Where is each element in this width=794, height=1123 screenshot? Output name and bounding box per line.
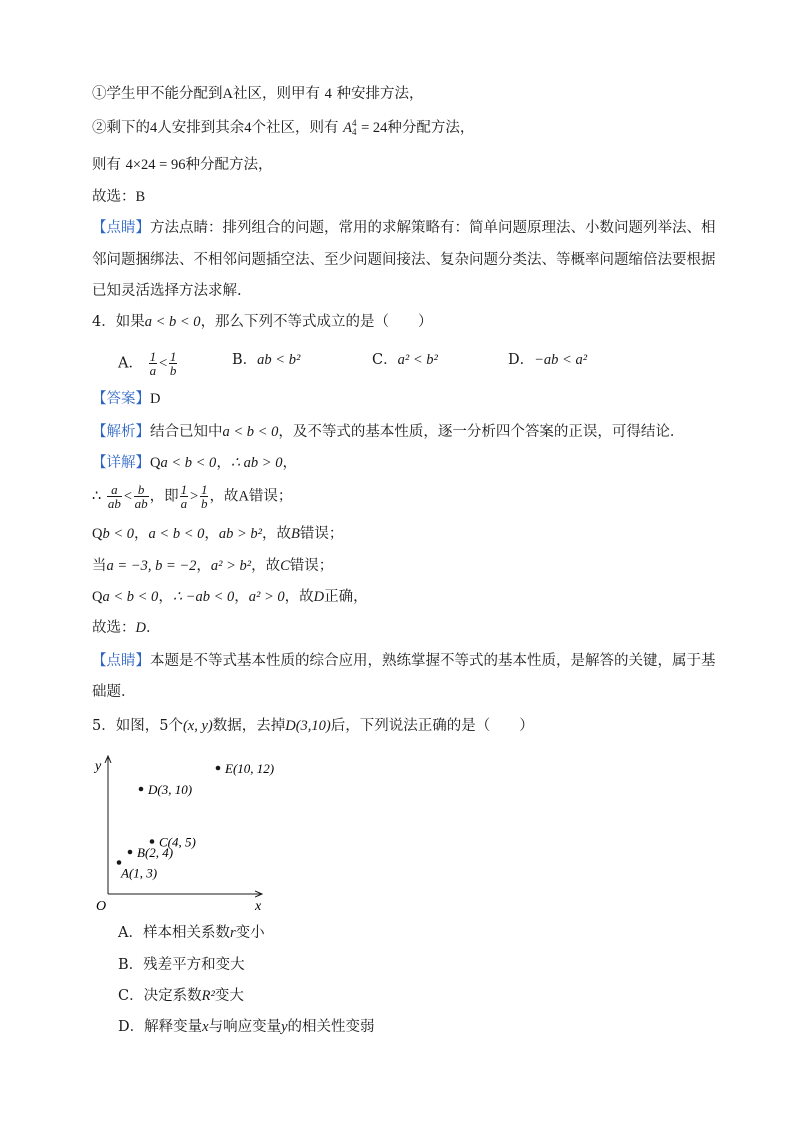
text: ，即 — [149, 488, 179, 505]
math-expr: a = −3, b = −2 — [106, 558, 197, 574]
answer-line — [92, 389, 160, 409]
question-5 — [92, 716, 534, 736]
option-d — [508, 350, 587, 370]
point-label: C(4, 5) — [159, 834, 196, 850]
text: 邻问题捆绑法、不相邻问题插空法、至少问题间接法、复杂问题分类法、等概率问题缩倍法要根据 — [92, 252, 716, 268]
question-number: 5．如图，5个 — [92, 718, 183, 734]
analysis-line — [92, 422, 684, 442]
text: ， — [196, 558, 211, 574]
detail-line-1 — [92, 453, 297, 473]
q5-option-a — [118, 923, 265, 943]
operator: < — [122, 488, 133, 505]
option-label: B． — [232, 352, 258, 368]
fraction — [180, 483, 189, 510]
fraction — [134, 483, 149, 510]
numerator: b — [134, 483, 149, 497]
data-point — [117, 860, 122, 865]
question-4 — [92, 312, 433, 332]
text: ． — [145, 620, 161, 636]
math-expr: b < 0 — [102, 526, 135, 542]
answer: D — [150, 391, 161, 407]
data-point — [139, 787, 144, 792]
text: 错误； — [289, 558, 334, 574]
text: 的相关性变弱 — [287, 1019, 375, 1035]
text: 础题． — [92, 684, 136, 700]
math-expr: a < b < 0 — [148, 526, 205, 542]
text: 解释变量 — [144, 1019, 203, 1035]
data-point — [128, 850, 133, 855]
tip-line-2 — [92, 250, 716, 270]
text: ，及不等式的基本性质，逐一分析四个答案的正误，可得结论． — [278, 424, 685, 440]
operator: > — [189, 488, 199, 505]
data-point — [150, 839, 155, 844]
question-number: 4．如果 — [92, 314, 145, 330]
step-3 — [92, 155, 272, 175]
numerator: 1 — [200, 482, 208, 497]
answer-tag: 【答案】 — [92, 391, 150, 407]
text: 本题是不等式基本性质的综合应用，熟练掌握不等式的基本性质，是解答的关键，属于基 — [150, 653, 716, 669]
math-expr: a < b < 0 — [160, 455, 217, 471]
text: 样本相关系数 — [142, 925, 230, 941]
q5-option-b — [118, 955, 245, 975]
math-expr: ∴ ab > 0 — [230, 455, 283, 471]
text: 决定系数 — [143, 988, 202, 1004]
text: ， — [282, 455, 297, 471]
math-expr: a < b < 0 — [222, 424, 279, 440]
text: ，那么下列不等式成立的是（ ） — [200, 314, 433, 330]
text: 变小 — [235, 925, 265, 941]
variable: x — [202, 1019, 209, 1035]
denominator: b — [200, 496, 208, 511]
variable: r — [229, 925, 236, 941]
option-a — [118, 350, 178, 377]
denominator: ab — [134, 496, 148, 511]
text: ， — [158, 589, 173, 605]
fraction — [107, 483, 122, 510]
text: 种分配方法， — [387, 120, 475, 136]
number: 4 — [244, 120, 252, 136]
option-ref: B — [291, 526, 300, 542]
math-expr: D(3,10) — [285, 718, 331, 734]
text: 当 — [92, 558, 107, 574]
text: ， — [216, 455, 231, 471]
math-expr: a² > b² — [210, 558, 252, 574]
fraction — [200, 483, 209, 510]
text: ①学生甲不能分配到 — [92, 86, 223, 102]
text: 个社区，则有 — [251, 120, 339, 136]
choice-line — [92, 187, 145, 207]
text: ②剩下的 — [92, 120, 150, 136]
analysis-tag: 【解析】 — [92, 424, 150, 440]
option-label: C． — [118, 988, 144, 1004]
math-expr: = 24 — [361, 120, 388, 136]
text: ，故 — [209, 488, 239, 505]
tip-tag: 【点睛】 — [92, 653, 150, 669]
math-expr: a² < b² — [397, 352, 438, 368]
text: 故选： — [92, 189, 136, 205]
option-label: C． — [372, 352, 398, 368]
text: 结合已知中 — [150, 424, 223, 440]
answer: D — [135, 620, 146, 636]
text: 种安排方法， — [336, 86, 424, 102]
text: ， — [134, 526, 149, 542]
detail-line-3 — [92, 524, 343, 544]
text: 错误； — [299, 526, 344, 542]
math-expr: a < b < 0 — [102, 589, 159, 605]
number: 4 — [324, 86, 332, 102]
option-label: B． — [118, 957, 144, 973]
text: 残差平方和变大 — [143, 957, 245, 973]
text: 人安排到其余 — [157, 120, 245, 136]
text: 已知灵活选择方法求解. — [92, 283, 242, 299]
math-expr: ab < b² — [257, 352, 301, 368]
therefore-symbol: ∴ — [92, 488, 102, 505]
permutation-indices — [352, 119, 357, 137]
symbol: Q — [92, 589, 103, 605]
option-label: D． — [118, 1019, 145, 1035]
detail-line-4 — [92, 556, 333, 576]
denominator: ab — [107, 496, 121, 511]
data-point — [216, 766, 221, 771]
detail-line-2 — [92, 483, 292, 510]
text: 种分配方法， — [185, 157, 273, 173]
symbol: Q — [92, 526, 103, 542]
text: 社区，则甲有 — [232, 86, 320, 102]
math-expr: a < b < 0 — [144, 314, 201, 330]
option-ref: C — [280, 558, 290, 574]
denominator: b — [169, 363, 177, 378]
summary-line-1 — [92, 651, 716, 671]
origin-label: O — [96, 899, 107, 914]
option-c — [372, 350, 438, 370]
scatter-plot — [80, 748, 280, 918]
text: 变大 — [214, 988, 244, 1004]
option-b — [232, 350, 300, 370]
fraction — [149, 350, 158, 377]
number: 4 — [150, 120, 158, 136]
detail-line-6 — [92, 618, 160, 638]
variable: R² — [201, 988, 215, 1004]
math-expr: 4×24 = 96 — [125, 157, 186, 173]
symbol: Q — [150, 455, 161, 471]
detail-tag: 【详解】 — [92, 455, 150, 471]
variable: y — [281, 1019, 288, 1035]
text: 与响应变量 — [208, 1019, 282, 1035]
option-label: A． — [118, 925, 143, 941]
numerator: a — [107, 483, 122, 497]
text: 后，下列说法正确的是（ ） — [330, 718, 534, 734]
text: ， — [234, 589, 249, 605]
point-label: D(3, 10) — [148, 782, 193, 797]
option-label: A． — [118, 355, 143, 372]
text: ，故 — [251, 558, 281, 574]
tip-line-3 — [92, 281, 242, 301]
point-label: E(10, 12) — [225, 761, 275, 776]
text: 数据，去掉 — [212, 718, 286, 734]
summary-line-2 — [92, 682, 136, 702]
math-expr: −ab < a² — [534, 352, 588, 368]
math-expr: (x, y) — [182, 718, 213, 734]
numerator: 1 — [180, 482, 188, 497]
tip-tag: 【点睛】 — [92, 220, 150, 236]
math-expr: ∴ −ab < 0 — [172, 589, 235, 605]
step-1 — [92, 84, 423, 104]
step-2 — [92, 118, 474, 138]
detail-line-5 — [92, 587, 368, 607]
text: 故选： — [92, 620, 136, 636]
option-ref: A — [238, 488, 249, 505]
subscript: 4 — [351, 127, 357, 137]
denominator: a — [149, 363, 157, 378]
option-ref: D — [313, 589, 325, 605]
text: 则有 — [92, 157, 121, 173]
y-axis-label: y — [95, 759, 102, 774]
numerator: 1 — [149, 349, 157, 364]
point-label: B(2, 4) — [137, 845, 174, 860]
permutation-symbol: A — [343, 120, 352, 136]
option-label: D． — [508, 352, 535, 368]
text: 方法点睛：排列组合的问题，常用的求解策略有：简单问题原理法、小数问题列举法、相 — [150, 220, 716, 236]
tip-line-1 — [92, 218, 716, 238]
text: ，故 — [262, 526, 291, 542]
q5-option-c — [118, 986, 244, 1006]
x-axis-label: x — [255, 899, 262, 914]
superscript: 4 — [351, 118, 357, 128]
denominator: a — [180, 496, 188, 511]
operator: < — [158, 355, 168, 372]
text: 正确， — [324, 589, 368, 605]
q5-option-d — [118, 1017, 375, 1037]
points-layer — [117, 761, 274, 881]
math-expr: a² > 0 — [248, 589, 285, 605]
answer: B — [135, 189, 146, 205]
numerator: 1 — [169, 349, 177, 364]
fraction — [169, 350, 178, 377]
text: ，故 — [284, 589, 314, 605]
text: 错误； — [248, 488, 293, 505]
math-expr: ab > b² — [218, 526, 262, 542]
point-label: A(1, 3) — [121, 865, 158, 881]
text: ， — [204, 526, 219, 542]
community-label: A — [222, 86, 233, 102]
